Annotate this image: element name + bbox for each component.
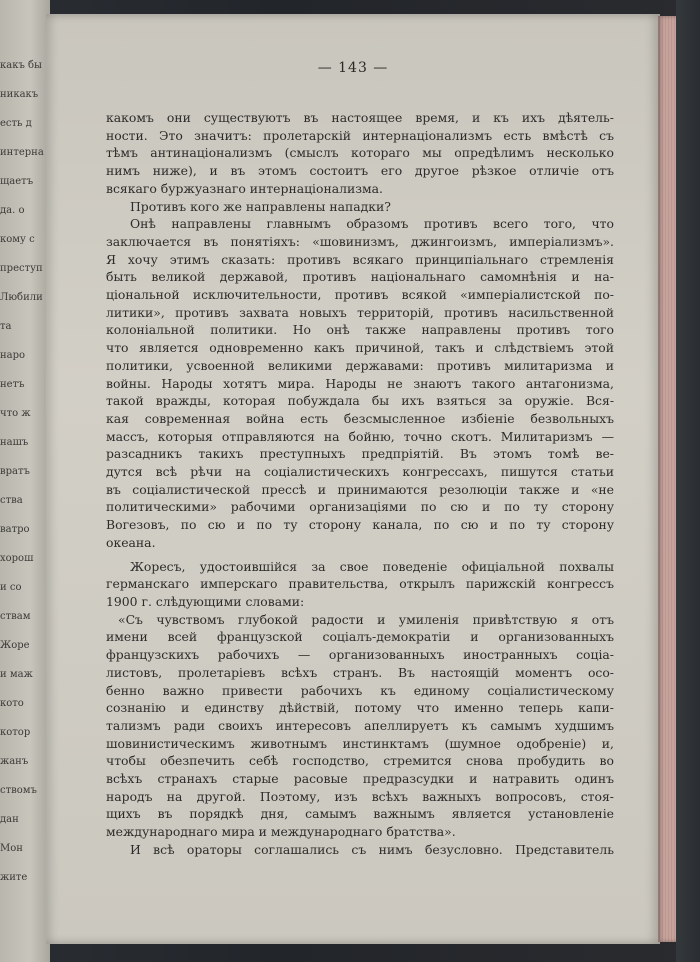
book-page xyxy=(46,14,660,944)
page-number: — 143 — xyxy=(317,60,389,76)
text-line: щихъ въ порядкѣ дня, самымъ важнымъ является установленіе xyxy=(106,806,614,822)
facing-page-fragment: ства xyxy=(0,495,23,506)
text-line: въ соціалистической прессѣ и принимаются резолюціи также и «не xyxy=(106,481,614,497)
facing-page-fragment: жанъ xyxy=(0,756,29,767)
facing-page-fragment: и со xyxy=(0,582,22,593)
facing-page-fragment: дан xyxy=(0,814,19,825)
body-text xyxy=(106,109,614,859)
text-line: Жоресъ, удостоившійся за свое поведеніе офиціальной похвалы xyxy=(130,558,614,574)
facing-page-fragment: какъ бы xyxy=(0,60,42,71)
facing-page-fragment: Любили xyxy=(0,292,43,303)
text-line: Противъ кого же направлены нападки? xyxy=(130,198,391,214)
text-line: политическими» рабочими организаціями по сю и по ту сторону xyxy=(106,499,614,515)
facing-page-fragment: нашъ xyxy=(0,437,29,448)
text-line: «Съ чувствомъ глубокой радости и умиленія привѣтствую я отъ xyxy=(118,611,614,627)
text-line: кая современная война есть безсмысленное избіеніе безвольныхъ xyxy=(106,410,614,426)
text-line: международнаго мира и международнаго братства». xyxy=(106,824,456,840)
facing-page-fragment: ствам xyxy=(0,611,31,622)
text-line: океана. xyxy=(106,534,156,550)
text-line: заключается въ понятіяхъ: «шовинизмъ, джингоизмъ, имперіализмъ». xyxy=(106,233,614,249)
text-line: что является одновременно какъ причиной, такъ и слѣдствіемъ этой xyxy=(106,340,614,356)
facing-page-fragment: преступ xyxy=(0,263,43,274)
text-line: дутся всѣ рѣчи на соціалистическихъ конгрессахъ, пишутся статьи xyxy=(106,464,614,480)
text-line: тализмъ ради своихъ интересовъ апеллируетъ къ самымъ худшимъ xyxy=(106,717,614,733)
facing-page-fragment: интерна xyxy=(0,147,44,158)
text-line: такой вражды, которая побуждала бы ихъ взяться за оружіе. Вся- xyxy=(106,393,614,409)
facing-page-fragment: ствомъ xyxy=(0,785,37,796)
facing-page-fragment: нетъ xyxy=(0,379,25,390)
facing-page-fragment: да. о xyxy=(0,205,25,216)
text-line: быть великой державой, противъ національнаго самомнѣнія и на- xyxy=(106,269,614,285)
facing-page-fragment: наро xyxy=(0,350,26,361)
book-cover xyxy=(676,0,700,962)
facing-page-fragment: та xyxy=(0,321,12,332)
facing-page-fragment: есть д xyxy=(0,118,32,129)
text-line: какомъ они существуютъ въ настоящее время, и къ ихъ дѣятель- xyxy=(106,110,614,125)
facing-page-fragment: что ж xyxy=(0,408,31,419)
text-line: французскихъ рабочихъ — организованныхъ иностранныхъ соціа- xyxy=(106,647,614,663)
facing-page-edge xyxy=(0,0,50,962)
text-line: Я хочу этимъ сказать: противъ всякаго принципіальнаго стремленія xyxy=(106,251,614,267)
facing-page-fragment: кому с xyxy=(0,234,35,245)
text-line: народъ на другой. Поэтому, изъ всѣхъ важныхъ вопросовъ, стоя- xyxy=(106,788,614,804)
text-line: И всѣ ораторы соглашались съ нимъ безусловно. Представитель xyxy=(130,841,614,857)
text-line: политики, усвоенной великими державами: противъ милитаризма и xyxy=(106,357,614,373)
facing-page-fragment: ватро xyxy=(0,524,30,535)
text-line: разсадникъ такихъ преступныхъ предпріятій. Въ этомъ томѣ ве- xyxy=(106,446,614,462)
text-line: тѣмъ антинаціонализмъ (смыслъ котораго мы опредѣлимъ несколько xyxy=(106,145,614,161)
text-line: чтобы обезпечить себѣ господство, стремится снова пробудить во xyxy=(106,753,614,769)
text-line: Онѣ направлены главнымъ образомъ противъ всего того, что xyxy=(130,216,614,232)
text-line: нимъ ниже), и въ этомъ состоитъ его другое рѣзкое отличіе отъ xyxy=(106,163,614,179)
page-edges xyxy=(658,16,678,942)
facing-page-fragment: Жоре xyxy=(0,640,30,651)
text-line: шовинистическимъ животнымъ инстинктамъ (шумное одобреніе) и, xyxy=(106,735,614,751)
facing-page-fragment: Мон xyxy=(0,843,23,854)
facing-page-fragment: котор xyxy=(0,727,31,738)
facing-page-fragment: вратъ xyxy=(0,466,30,477)
text-line: германскаго имперскаго правительства, открылъ парижскій конгрессъ xyxy=(106,576,614,592)
text-line: 1900 г. слѣдующими словами: xyxy=(106,593,305,609)
facing-page-fragment: хорош xyxy=(0,553,34,564)
text-line: листовъ, пролетаріевъ всѣхъ странъ. Въ настоящій моментъ осо- xyxy=(106,664,614,680)
facing-page-fragment: и маж xyxy=(0,669,33,680)
text-line: ности. Это значитъ: пролетарскій интернаціонализмъ есть вмѣстѣ съ xyxy=(106,127,614,143)
text-line: сознанію и единству дѣйствій, потому что именно теперь капи- xyxy=(106,700,614,716)
text-line: всѣхъ странахъ старые расовые предразсудки и натравить одинъ xyxy=(106,771,614,787)
facing-page-fragment: щаетъ xyxy=(0,176,34,187)
facing-page-fragment: жите xyxy=(0,872,28,883)
text-line: всякаго буржуазнаго интернаціонализма. xyxy=(106,180,383,196)
text-line: бенно важно привести рабочихъ къ единому соціалистическому xyxy=(106,682,614,698)
text-line: массъ, которыя отправляются на бойню, точно скотъ. Милитаризмъ — xyxy=(106,428,614,444)
text-line: ціональной исключительности, противъ всякой «имперіалистской по- xyxy=(106,287,614,303)
text-line: Вогезовъ, по сю и по ту сторону канала, по сю и по ту сторону xyxy=(106,517,614,533)
text-line: колоніальной политики. Но онѣ также направлены противъ того xyxy=(106,322,614,338)
text-line: литики», противъ захвата новыхъ территорій, противъ насильственной xyxy=(106,304,614,320)
text-line: войны. Народы хотятъ мира. Народы не знаютъ такого антагонизма, xyxy=(106,375,614,391)
text-line: имени всей французской соціалъ-демократіи и организованныхъ xyxy=(106,629,614,645)
facing-page-fragment: никакъ xyxy=(0,89,39,100)
facing-page-fragment: кото xyxy=(0,698,24,709)
